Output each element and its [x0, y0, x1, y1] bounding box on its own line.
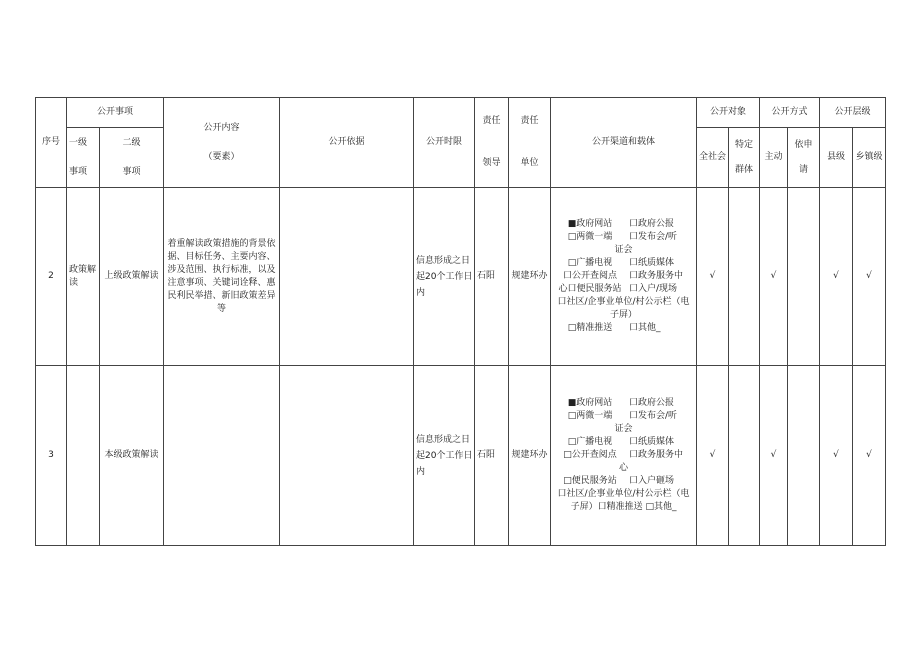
header-level-county: 县级	[820, 128, 853, 188]
channel-item: 证会	[614, 245, 633, 255]
channel-item: 口政务服务中	[629, 450, 684, 460]
row-method-active: √	[760, 366, 788, 546]
header-content	[164, 98, 280, 188]
row-leader: 石阳	[475, 366, 509, 546]
channel-item: □精准推送	[567, 323, 613, 333]
row-level1: 政策解读	[67, 188, 100, 366]
channel-item: 子屏）口精准推送 □其他_	[570, 502, 677, 512]
header-method: 公开方式	[760, 98, 820, 128]
row-level2: 上级政策解读	[100, 188, 164, 366]
row-time-limit: 信息形成之日起20个工作日内	[414, 366, 475, 546]
row-basis	[280, 366, 414, 546]
channel-item: ■政府网站	[567, 398, 613, 408]
channel-item: 证会	[614, 424, 633, 434]
row-channels	[551, 366, 697, 546]
row-seq: 2	[36, 188, 67, 366]
header-target-specific-a: 特定	[735, 139, 754, 150]
header-level1-a: 一级	[69, 137, 88, 148]
header-leader	[475, 98, 509, 188]
channel-item: 心	[619, 463, 629, 473]
channel-item: □广播电视	[567, 258, 613, 268]
header-seq: 序号	[36, 98, 67, 188]
header-level2-a: 二级	[122, 137, 141, 148]
channel-item: □两微一端	[567, 232, 613, 242]
header-unit-b: 单位	[520, 158, 539, 168]
header-method-apply-a: 依申	[794, 139, 813, 150]
header-target-all: 全社会	[697, 128, 729, 188]
channel-item: 心口便民服务站	[558, 284, 622, 294]
row-channels	[551, 188, 697, 366]
header-target: 公开对象	[697, 98, 760, 128]
channel-item: 口政府公报	[629, 219, 675, 229]
channel-item: 子屏）	[610, 310, 638, 320]
row-seq: 3	[36, 366, 67, 546]
channel-item: 口发布会/听	[629, 232, 678, 242]
row-unit: 规建环办	[509, 366, 551, 546]
header-level: 公开层级	[820, 98, 886, 128]
row-target-specific	[729, 188, 760, 366]
header-target-specific	[729, 128, 760, 188]
disclosure-table	[35, 97, 886, 546]
table-row	[36, 366, 886, 546]
header-method-apply-b: 请	[799, 164, 809, 175]
row-level-county: √	[820, 188, 853, 366]
channel-item: 口其他_	[629, 323, 661, 333]
header-level2	[100, 128, 164, 188]
row-unit: 规建环办	[509, 188, 551, 366]
header-leader-b: 领导	[482, 158, 501, 168]
header-level2-b: 事项	[122, 166, 141, 177]
row-level2: 本级政策解读	[100, 366, 164, 546]
row-target-specific	[729, 366, 760, 546]
channel-item: □便民服务站	[563, 476, 617, 486]
row-method-apply	[788, 366, 820, 546]
row-level-town: √	[853, 188, 886, 366]
row-time-limit: 信息形成之日起20个工作日内	[414, 188, 475, 366]
channel-item: 口政务服务中	[629, 271, 684, 281]
header-level1	[67, 128, 100, 188]
channel-item: ■政府网站	[567, 219, 613, 229]
row-level-county: √	[820, 366, 853, 546]
header-unit	[509, 98, 551, 188]
channel-item: 口社区/企事业单位/村公示栏（电	[557, 297, 690, 307]
channel-item: 口纸质媒体	[629, 258, 675, 268]
row-method-apply	[788, 188, 820, 366]
channel-item: 口公开查阅点	[563, 271, 618, 281]
channel-item: 口入户砸场	[629, 476, 675, 486]
header-unit-a: 责任	[520, 116, 539, 126]
header-target-specific-b: 群体	[735, 164, 754, 175]
row-target-all: √	[697, 366, 729, 546]
row-level-town: √	[853, 366, 886, 546]
header-channels: 公开渠道和载体	[551, 98, 697, 188]
header-content-sub: （要素）	[203, 151, 240, 162]
channel-item: □两微一端	[567, 411, 613, 421]
row-target-all: √	[697, 188, 729, 366]
header-method-apply	[788, 128, 820, 188]
channel-item: 口发布会/听	[629, 411, 678, 421]
header-method-active: 主动	[760, 128, 788, 188]
row-content	[164, 366, 280, 546]
header-level1-b: 事项	[69, 166, 88, 177]
header-time-limit: 公开时限	[414, 98, 475, 188]
row-leader: 石阳	[475, 188, 509, 366]
header-public-item: 公开事项	[67, 98, 164, 128]
channel-item: 口纸质媒体	[629, 437, 675, 447]
header-leader-a: 责任	[482, 116, 501, 126]
channel-item: □公开查阅点	[563, 450, 617, 460]
header-basis: 公开依据	[280, 98, 414, 188]
channel-item: 口社区/企事业单位/村公示栏（电	[557, 489, 690, 499]
header-content-label: 公开内容	[203, 122, 240, 133]
row-method-active: √	[760, 188, 788, 366]
channel-item: 口政府公报	[629, 398, 675, 408]
table-row	[36, 188, 886, 366]
channel-item: 口入户/现场	[629, 284, 678, 294]
row-level1	[67, 366, 100, 546]
header-row-1	[36, 98, 886, 128]
row-content: 着重解读政策措施的背景依据、目标任务、主要内容、涉及范围、执行标准，以及注意事项、关键词诠释、惠民利民举措、新旧政策差异等	[164, 188, 280, 366]
channel-item: □广播电视	[567, 437, 613, 447]
header-level-town: 乡镇级	[853, 128, 886, 188]
row-basis	[280, 188, 414, 366]
